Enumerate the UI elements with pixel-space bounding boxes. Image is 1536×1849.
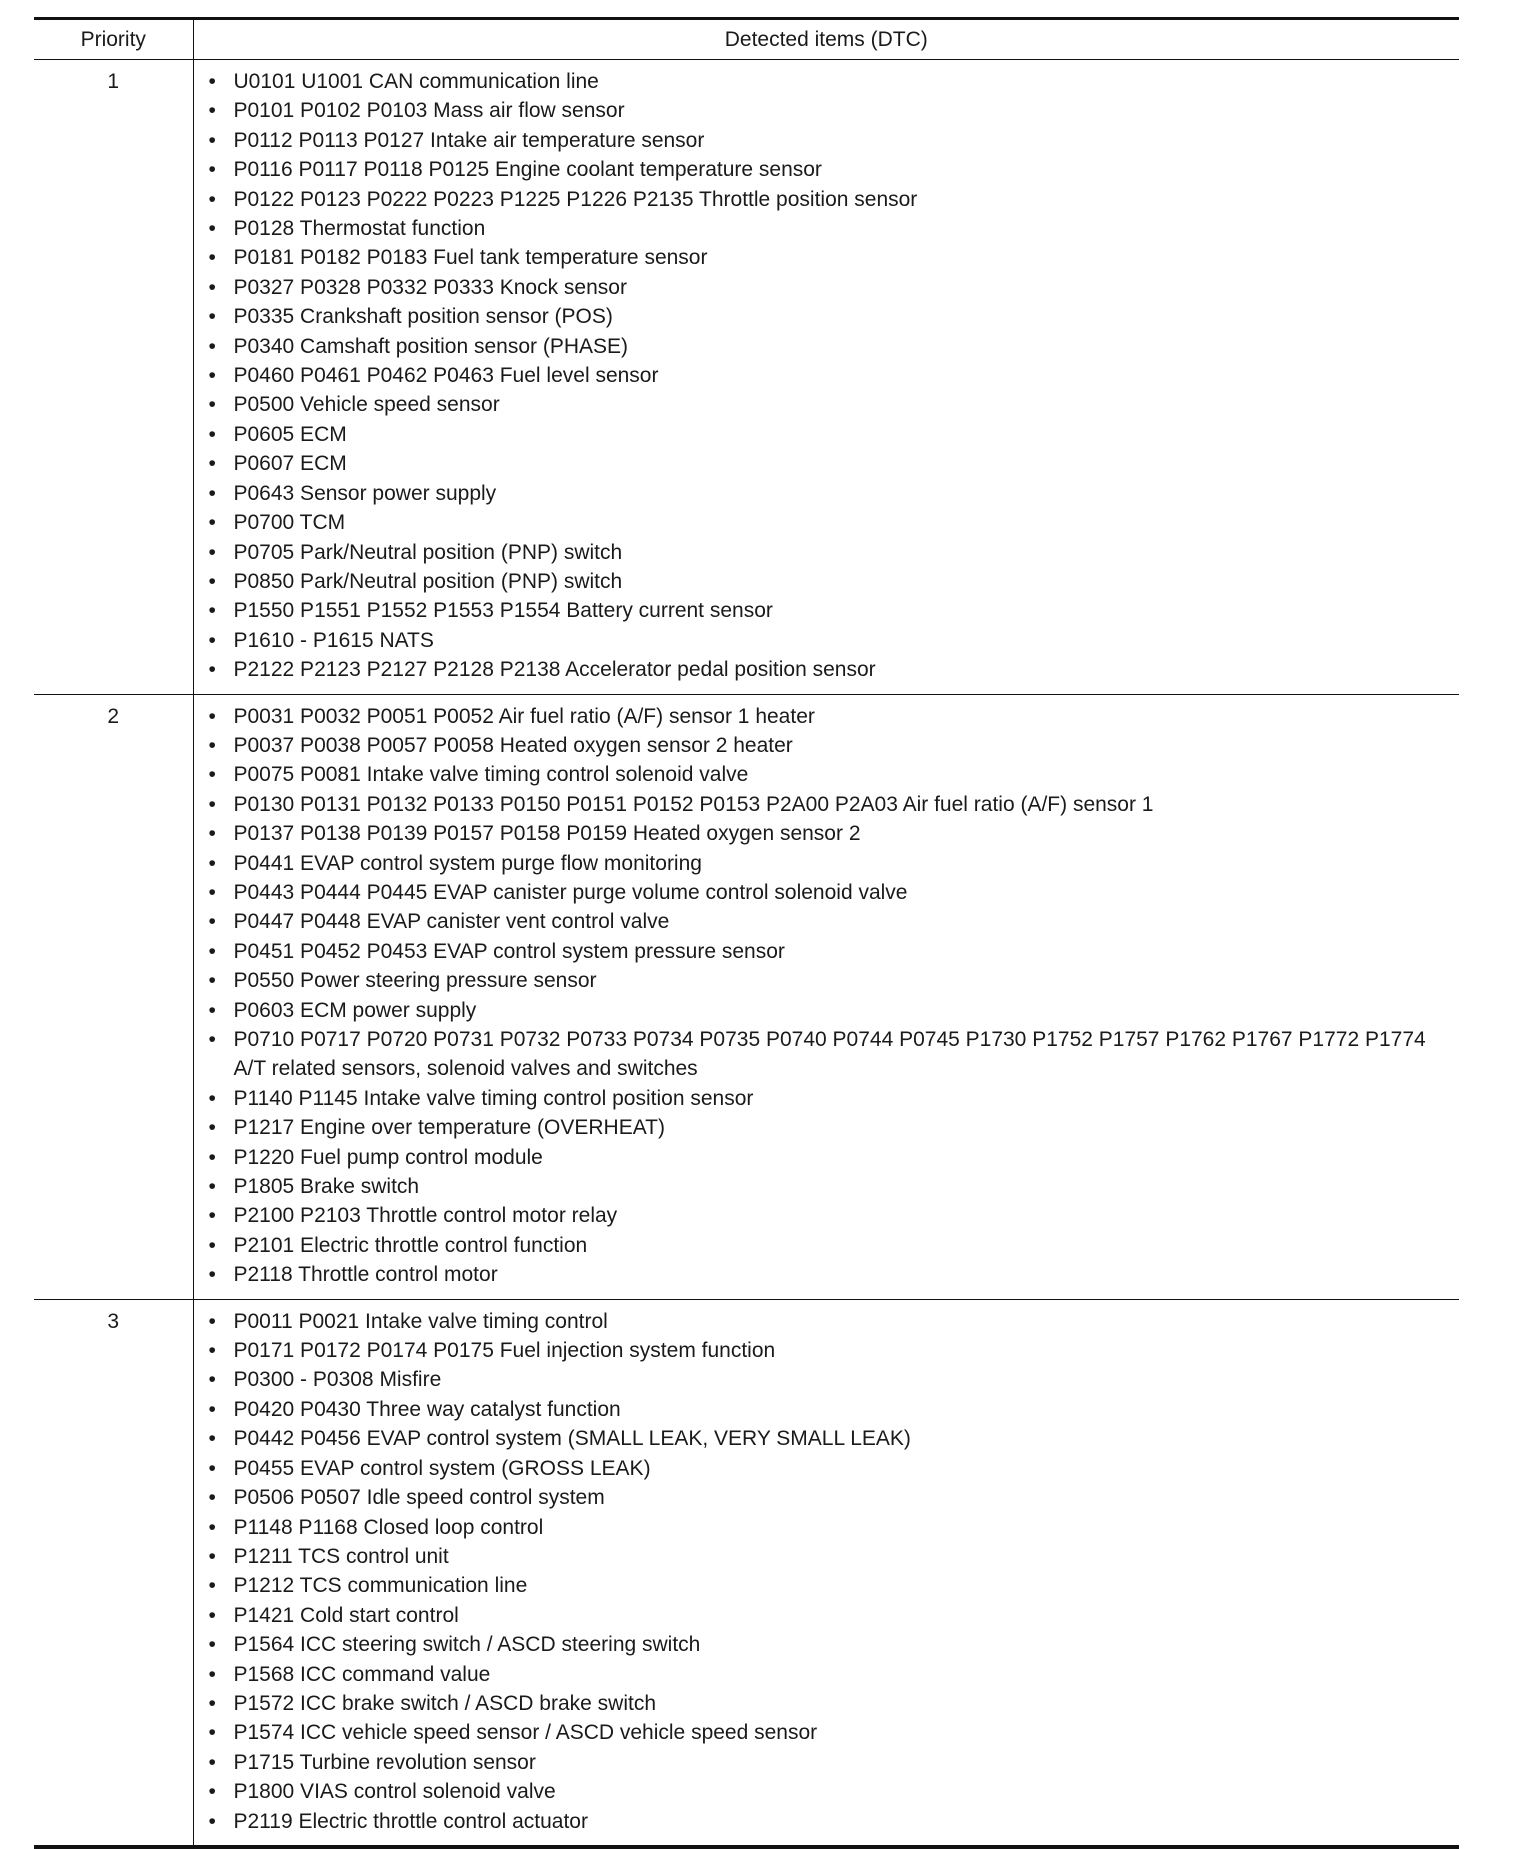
priority-cell: 1 [34,60,193,695]
table-row [34,60,1459,695]
dtc-list-item: • P0327 P0328 P0332 P0333 Knock sensor [209,273,1460,302]
dtc-list-item: • P2101 Electric throttle control function [209,1231,1460,1260]
dtc-list-item: • P1550 P1551 P1552 P1553 P1554 Battery current sensor [209,596,1460,625]
dtc-list-item: • P1212 TCS communication line [209,1571,1460,1600]
dtc-list-item: • U0101 U1001 CAN communication line [209,67,1460,96]
dtc-list-item: • P2100 P2103 Throttle control motor relay [209,1201,1460,1230]
dtc-list-item: • P1568 ICC command value [209,1660,1460,1689]
detected-items-cell [193,60,1459,695]
dtc-list-item: • P1800 VIAS control solenoid valve [209,1777,1460,1806]
dtc-list-item: • P0340 Camshaft position sensor (PHASE) [209,332,1460,361]
dtc-list-item: • P1564 ICC steering switch / ASCD steering switch [209,1630,1460,1659]
dtc-list-item: • P1421 Cold start control [209,1601,1460,1630]
dtc-list-item: • P2119 Electric throttle control actuator [209,1807,1460,1836]
dtc-list [194,702,1460,1290]
dtc-list-item: • P0607 ECM [209,449,1460,478]
detected-items-column-header: Detected items (DTC) [724,27,928,51]
dtc-list [194,1307,1460,1836]
dtc-list-item: • P1574 ICC vehicle speed sensor / ASCD vehicle speed sensor [209,1718,1460,1747]
detected-items-cell [193,694,1459,1299]
dtc-list-item: • P1610 - P1615 NATS [209,626,1460,655]
priority-cell: 3 [34,1299,193,1847]
dtc-list-item: • P0500 Vehicle speed sensor [209,390,1460,419]
dtc-list [194,67,1460,685]
dtc-list-item: • P0037 P0038 P0057 P0058 Heated oxygen sensor 2 heater [209,731,1460,760]
dtc-list-item: • P0443 P0444 P0445 EVAP canister purge volume control solenoid valve [209,878,1460,907]
priority-cell: 2 [34,694,193,1299]
dtc-list-item: • P0137 P0138 P0139 P0157 P0158 P0159 Heated oxygen sensor 2 [209,819,1460,848]
dtc-list-item: • P0130 P0131 P0132 P0133 P0150 P0151 P0152 P0153 P2A00 P2A03 Air fuel ratio (A/F) sensor 1 [209,790,1460,819]
dtc-list-item: • P0101 P0102 P0103 Mass air flow sensor [209,96,1460,125]
dtc-list-item: • P0705 Park/Neutral position (PNP) switch [209,538,1460,567]
dtc-list-item: • P0116 P0117 P0118 P0125 Engine coolant temperature sensor [209,155,1460,184]
dtc-list-item: • P0447 P0448 EVAP canister vent control valve [209,907,1460,936]
dtc-list-item: • P0700 TCM [209,508,1460,537]
dtc-list-item: • P0171 P0172 P0174 P0175 Fuel injection system function [209,1336,1460,1365]
dtc-list-item: • P0850 Park/Neutral position (PNP) switch [209,567,1460,596]
dtc-list-item: • P0506 P0507 Idle speed control system [209,1483,1460,1512]
dtc-list-item: • P0442 P0456 EVAP control system (SMALL LEAK, VERY SMALL LEAK) [209,1424,1460,1453]
dtc-list-item: • P0455 EVAP control system (GROSS LEAK) [209,1454,1460,1483]
dtc-list-item: • P1148 P1168 Closed loop control [209,1513,1460,1542]
table-body [34,60,1459,1847]
dtc-list-item: • P1211 TCS control unit [209,1542,1460,1571]
table-row [34,694,1459,1299]
dtc-list-item: • P1805 Brake switch [209,1172,1460,1201]
dtc-list-item: • P1572 ICC brake switch / ASCD brake switch [209,1689,1460,1718]
dtc-list-item: • P0335 Crankshaft position sensor (POS) [209,302,1460,331]
dtc-list-item: • P0643 Sensor power supply [209,479,1460,508]
detected-items-cell [193,1299,1459,1847]
dtc-list-item: • P0603 ECM power supply [209,996,1460,1025]
dtc-list-item: • P0605 ECM [209,420,1460,449]
dtc-list-item: • P0460 P0461 P0462 P0463 Fuel level sensor [209,361,1460,390]
dtc-list-item: • P0420 P0430 Three way catalyst function [209,1395,1460,1424]
dtc-list-item: • P0122 P0123 P0222 P0223 P1225 P1226 P2135 Throttle position sensor [209,185,1460,214]
dtc-list-item: • P0300 - P0308 Misfire [209,1365,1460,1394]
dtc-list-item: • P0011 P0021 Intake valve timing control [209,1307,1460,1336]
dtc-list-item: • P1220 Fuel pump control module [209,1143,1460,1172]
dtc-list-item: • P0128 Thermostat function [209,214,1460,243]
dtc-list-item: • P1217 Engine over temperature (OVERHEAT) [209,1113,1460,1142]
dtc-list-item: • P0451 P0452 P0453 EVAP control system pressure sensor [209,937,1460,966]
dtc-list-item: • P0031 P0032 P0051 P0052 Air fuel ratio (A/F) sensor 1 heater [209,702,1460,731]
dtc-list-item: • P0112 P0113 P0127 Intake air temperature sensor [209,126,1460,155]
dtc-list-item: • P2122 P2123 P2127 P2128 P2138 Accelerator pedal position sensor [209,655,1460,684]
priority-column-header: Priority [34,19,193,60]
table-row [34,1299,1459,1847]
dtc-list-item: • P1715 Turbine revolution sensor [209,1748,1460,1777]
table-header-row [34,19,1459,60]
dtc-list-item: • P0441 EVAP control system purge flow monitoring [209,849,1460,878]
dtc-list-item: • P0550 Power steering pressure sensor [209,966,1460,995]
dtc-priority-table [34,17,1459,1849]
dtc-list-item: • P0710 P0717 P0720 P0731 P0732 P0733 P0734 P0735 P0740 P0744 P0745 P1730 P1752 P1757 P1762 P1767 P1772 P1774 A/T related sensors, solenoid valves and switches [209,1025,1460,1084]
dtc-list-item: • P1140 P1145 Intake valve timing control position sensor [209,1084,1460,1113]
dtc-list-item: • P2118 Throttle control motor [209,1260,1460,1289]
dtc-list-item: • P0075 P0081 Intake valve timing control solenoid valve [209,760,1460,789]
dtc-list-item: • P0181 P0182 P0183 Fuel tank temperature sensor [209,243,1460,272]
